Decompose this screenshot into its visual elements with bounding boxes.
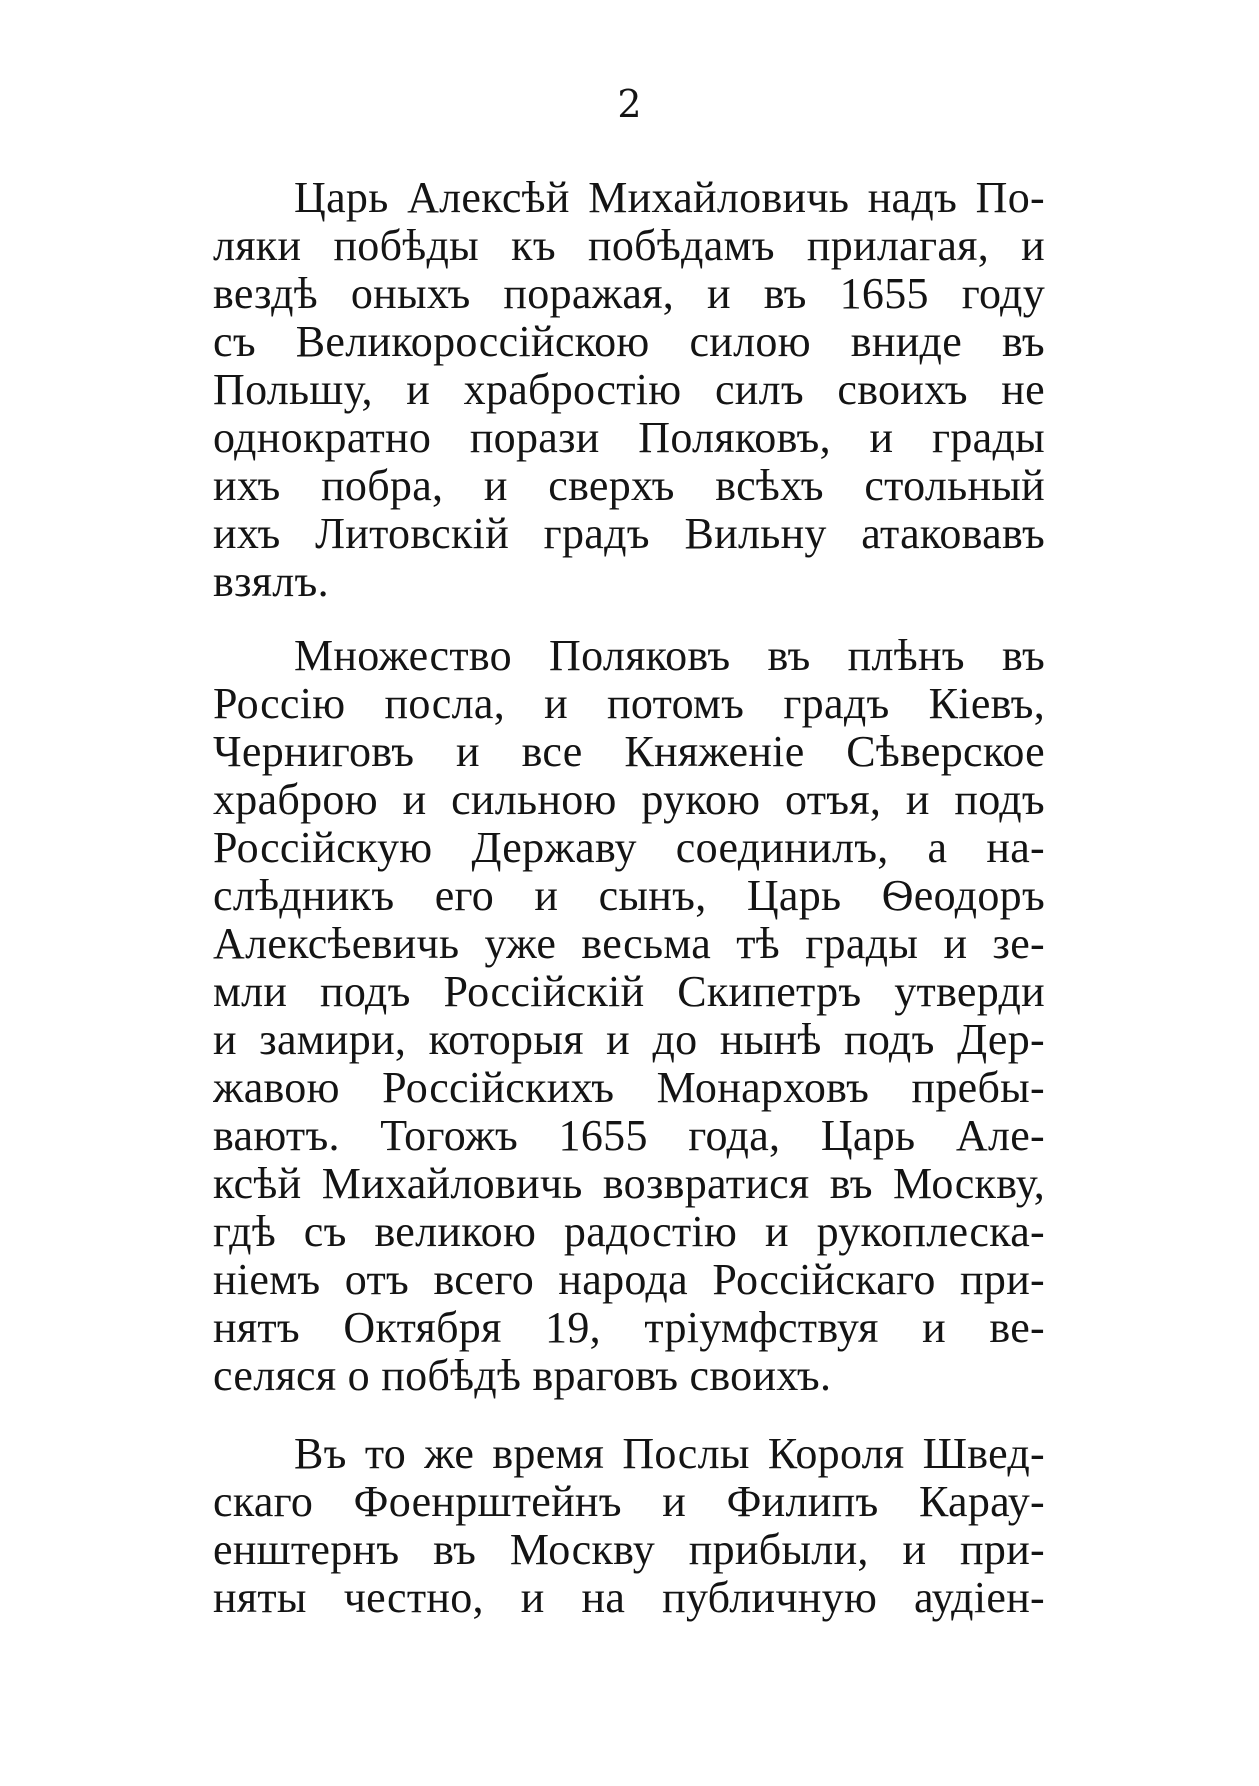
text-line: ваютъ. Тогожъ 1655 года, Царь Але- [213,1112,1045,1160]
text-line: гдѣ съ великою радостію и рукоплеска- [213,1208,1045,1256]
text-line: ихъ Литовскій градъ Вильну атаковавъ [213,510,1045,558]
text-line: взялъ. [213,558,329,606]
text-line: ніемъ отъ всего народа Россійскаго при- [213,1256,1045,1304]
text-line: нятъ Октября 19, тріумфствуя и ве- [213,1304,1045,1352]
text-line: жавою Россійскихъ Монарховъ пребы- [213,1064,1045,1112]
text-line: слѣдникъ его и сынъ, Царь Ѳеодоръ [213,872,1045,920]
text-line: однократно порази Поляковъ, и грады [213,414,1045,462]
text-line: Россію посла, и потомъ градъ Кіевъ, [213,680,1045,728]
text-line: и замири, которыя и до нынѣ подъ Дер- [213,1016,1045,1064]
text-line: Алексѣевичь уже весьма тѣ грады и зе- [213,920,1045,968]
paragraph-2 [213,632,1045,1400]
text-line: Польшу, и храбростію силъ своихъ не [213,366,1045,414]
text-line: Черниговъ и все Княженіе Сѣверское [213,728,1045,776]
text-line: ляки побѣды къ побѣдамъ прилагая, и [213,222,1045,270]
text-line: енштернъ въ Москву прибыли, и при- [213,1526,1045,1574]
text-line: ихъ побра, и сверхъ всѣхъ стольный [213,462,1045,510]
text-line: Царь Алексѣй Михайловичь надъ По- [294,174,1045,222]
text-line: съ Великороссійскою силою вниде въ [213,318,1045,366]
paragraph-3 [213,1430,1045,1622]
text-line: Въ то же время Послы Короля Швед- [294,1430,1045,1478]
text-line: Россійскую Державу соединилъ, а на- [213,824,1045,872]
text-line: Множество Поляковъ въ плѣнъ въ [294,632,1045,680]
text-line: селяся о побѣдѣ враговъ своихъ. [213,1352,832,1400]
text-line: ксѣй Михайловичь возвратися въ Москву, [213,1160,1045,1208]
text-line: скаго Фоенрштейнъ и Филипъ Карау- [213,1478,1045,1526]
page-number: 2 [617,82,642,126]
text-line: мли подъ Россійскій Скипетръ утверди [213,968,1045,1016]
text-line: вездѣ оныхъ поражая, и въ 1655 году [213,270,1045,318]
paragraph-1 [213,174,1045,606]
text-line: няты честно, и на публичную аудіен- [213,1574,1045,1622]
text-line: храброю и сильною рукою отъя, и подъ [213,776,1045,824]
